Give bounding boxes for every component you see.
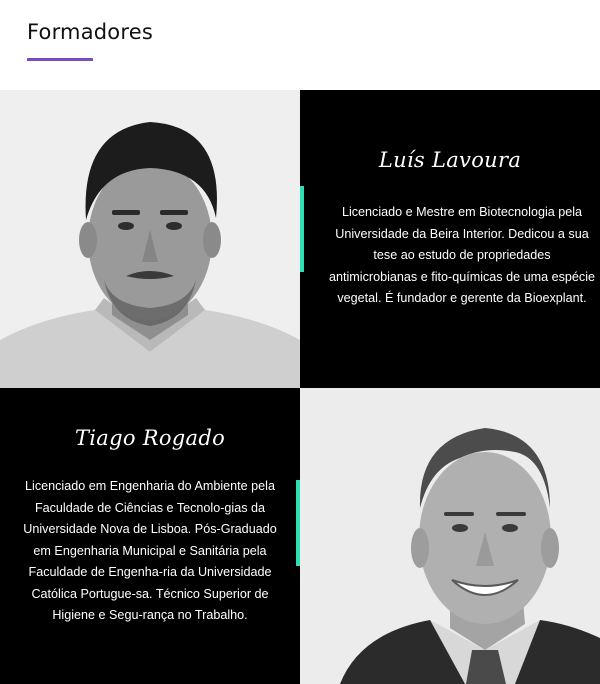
trainer-bio: Licenciado e Mestre em Biotecnologia pela Universidade da Beira Interior. Dedicou a sua tese ao estudo de propriedades antimicrobianas e fito-químicas de uma espécie vegetal. É fundador e gerente da Bioexplant. — [329, 205, 595, 305]
section-title: Formadores — [27, 20, 153, 44]
trainer-card-luis — [300, 90, 600, 388]
trainer-bio: Licenciado em Engenharia do Ambiente pela Faculdade de Ciências e Tecnolo-gias da Universidade Nova de Lisboa. Pós-Graduado em Engenharia Municipal e Sanitária pela Faculdade de Engenha-ria da Universidade Católica Portugue-sa. Técnico Superior de Higiene e Segu-rança no Trabalho. — [23, 479, 277, 622]
accent-bar — [300, 186, 304, 272]
trainer-name: Luís Lavoura — [378, 148, 522, 172]
title-underline — [27, 58, 93, 61]
trainer-photo-luis — [0, 90, 300, 388]
trainer-name: Tiago Rogado — [74, 426, 226, 450]
trainer-photo-tiago — [300, 388, 600, 684]
trainer-card-tiago — [0, 388, 300, 684]
